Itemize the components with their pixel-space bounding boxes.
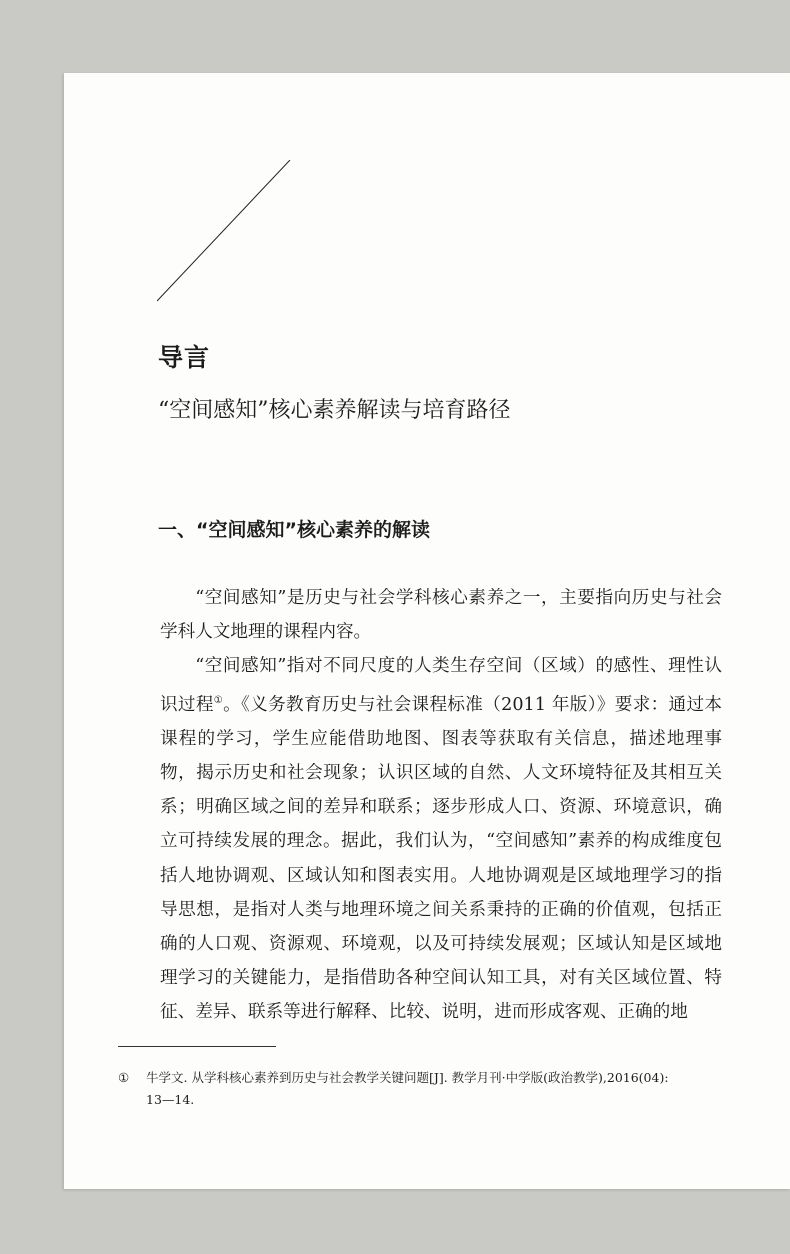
footnote-citation: 牛学文. 从学科核心素养到历史与社会教学关键问题[J]. 教学月刊·中学版(政治教学),2016(04): (146, 1070, 669, 1085)
chapter-subtitle: “空间感知”核心素养解读与培育路径 (158, 398, 511, 423)
footnote-divider (118, 1046, 276, 1047)
paragraph-1: “空间感知”是历史与社会学科核心素养之一，主要指向历史与社会学科人文地理的课程内容。 (160, 588, 722, 643)
paragraph-2-start: “空间感知”指对不同尺度的人类生存空间（区域）的感性、理性认识过程 (160, 656, 722, 715)
paragraph-2-end: 。《义务教育历史与社会课程标准（2011 年版）》要求：通过本课程的学习，学生应能借助地图、图表等获取有关信息，描述地理事物，揭示历史和社会现象；认识区域的自然、人文环境特征及其相互关系；明确区域之间的差异和联系；逐步形成人口、资源、环境意识，确立可持续发展的理念。据此，我们认为，“空间感知”素养的构成维度包括人地协调观、区域认知和图表实用。人地协调观是区域地理学习的指导思想，是指对人类与地理环境之间关系秉持的正确的价值观，包括正确的人口观、资源观、环境观，以及可持续发展观；区域认知是区域地理学习的关键能力，是指借助各种空间认知工具，对有关区域位置、特征、差异、联系等进行解释、比较、说明，进而形成客观、正确的地 (160, 694, 722, 1023)
decorative-diagonal-line (157, 160, 293, 304)
footnote (118, 1067, 700, 1111)
footnote-number: ① (118, 1070, 130, 1085)
footnote-line-2: 13—14. (146, 1092, 195, 1107)
footnote-line-1 (118, 1067, 700, 1089)
book-page (64, 73, 790, 1189)
chapter-title: 导言 (158, 343, 211, 372)
paragraph-2 (160, 649, 722, 1029)
body-text (160, 581, 722, 1030)
section-heading: 一、“空间感知”核心素养的解读 (158, 519, 430, 541)
footnote-reference[interactable]: ① (213, 694, 224, 706)
